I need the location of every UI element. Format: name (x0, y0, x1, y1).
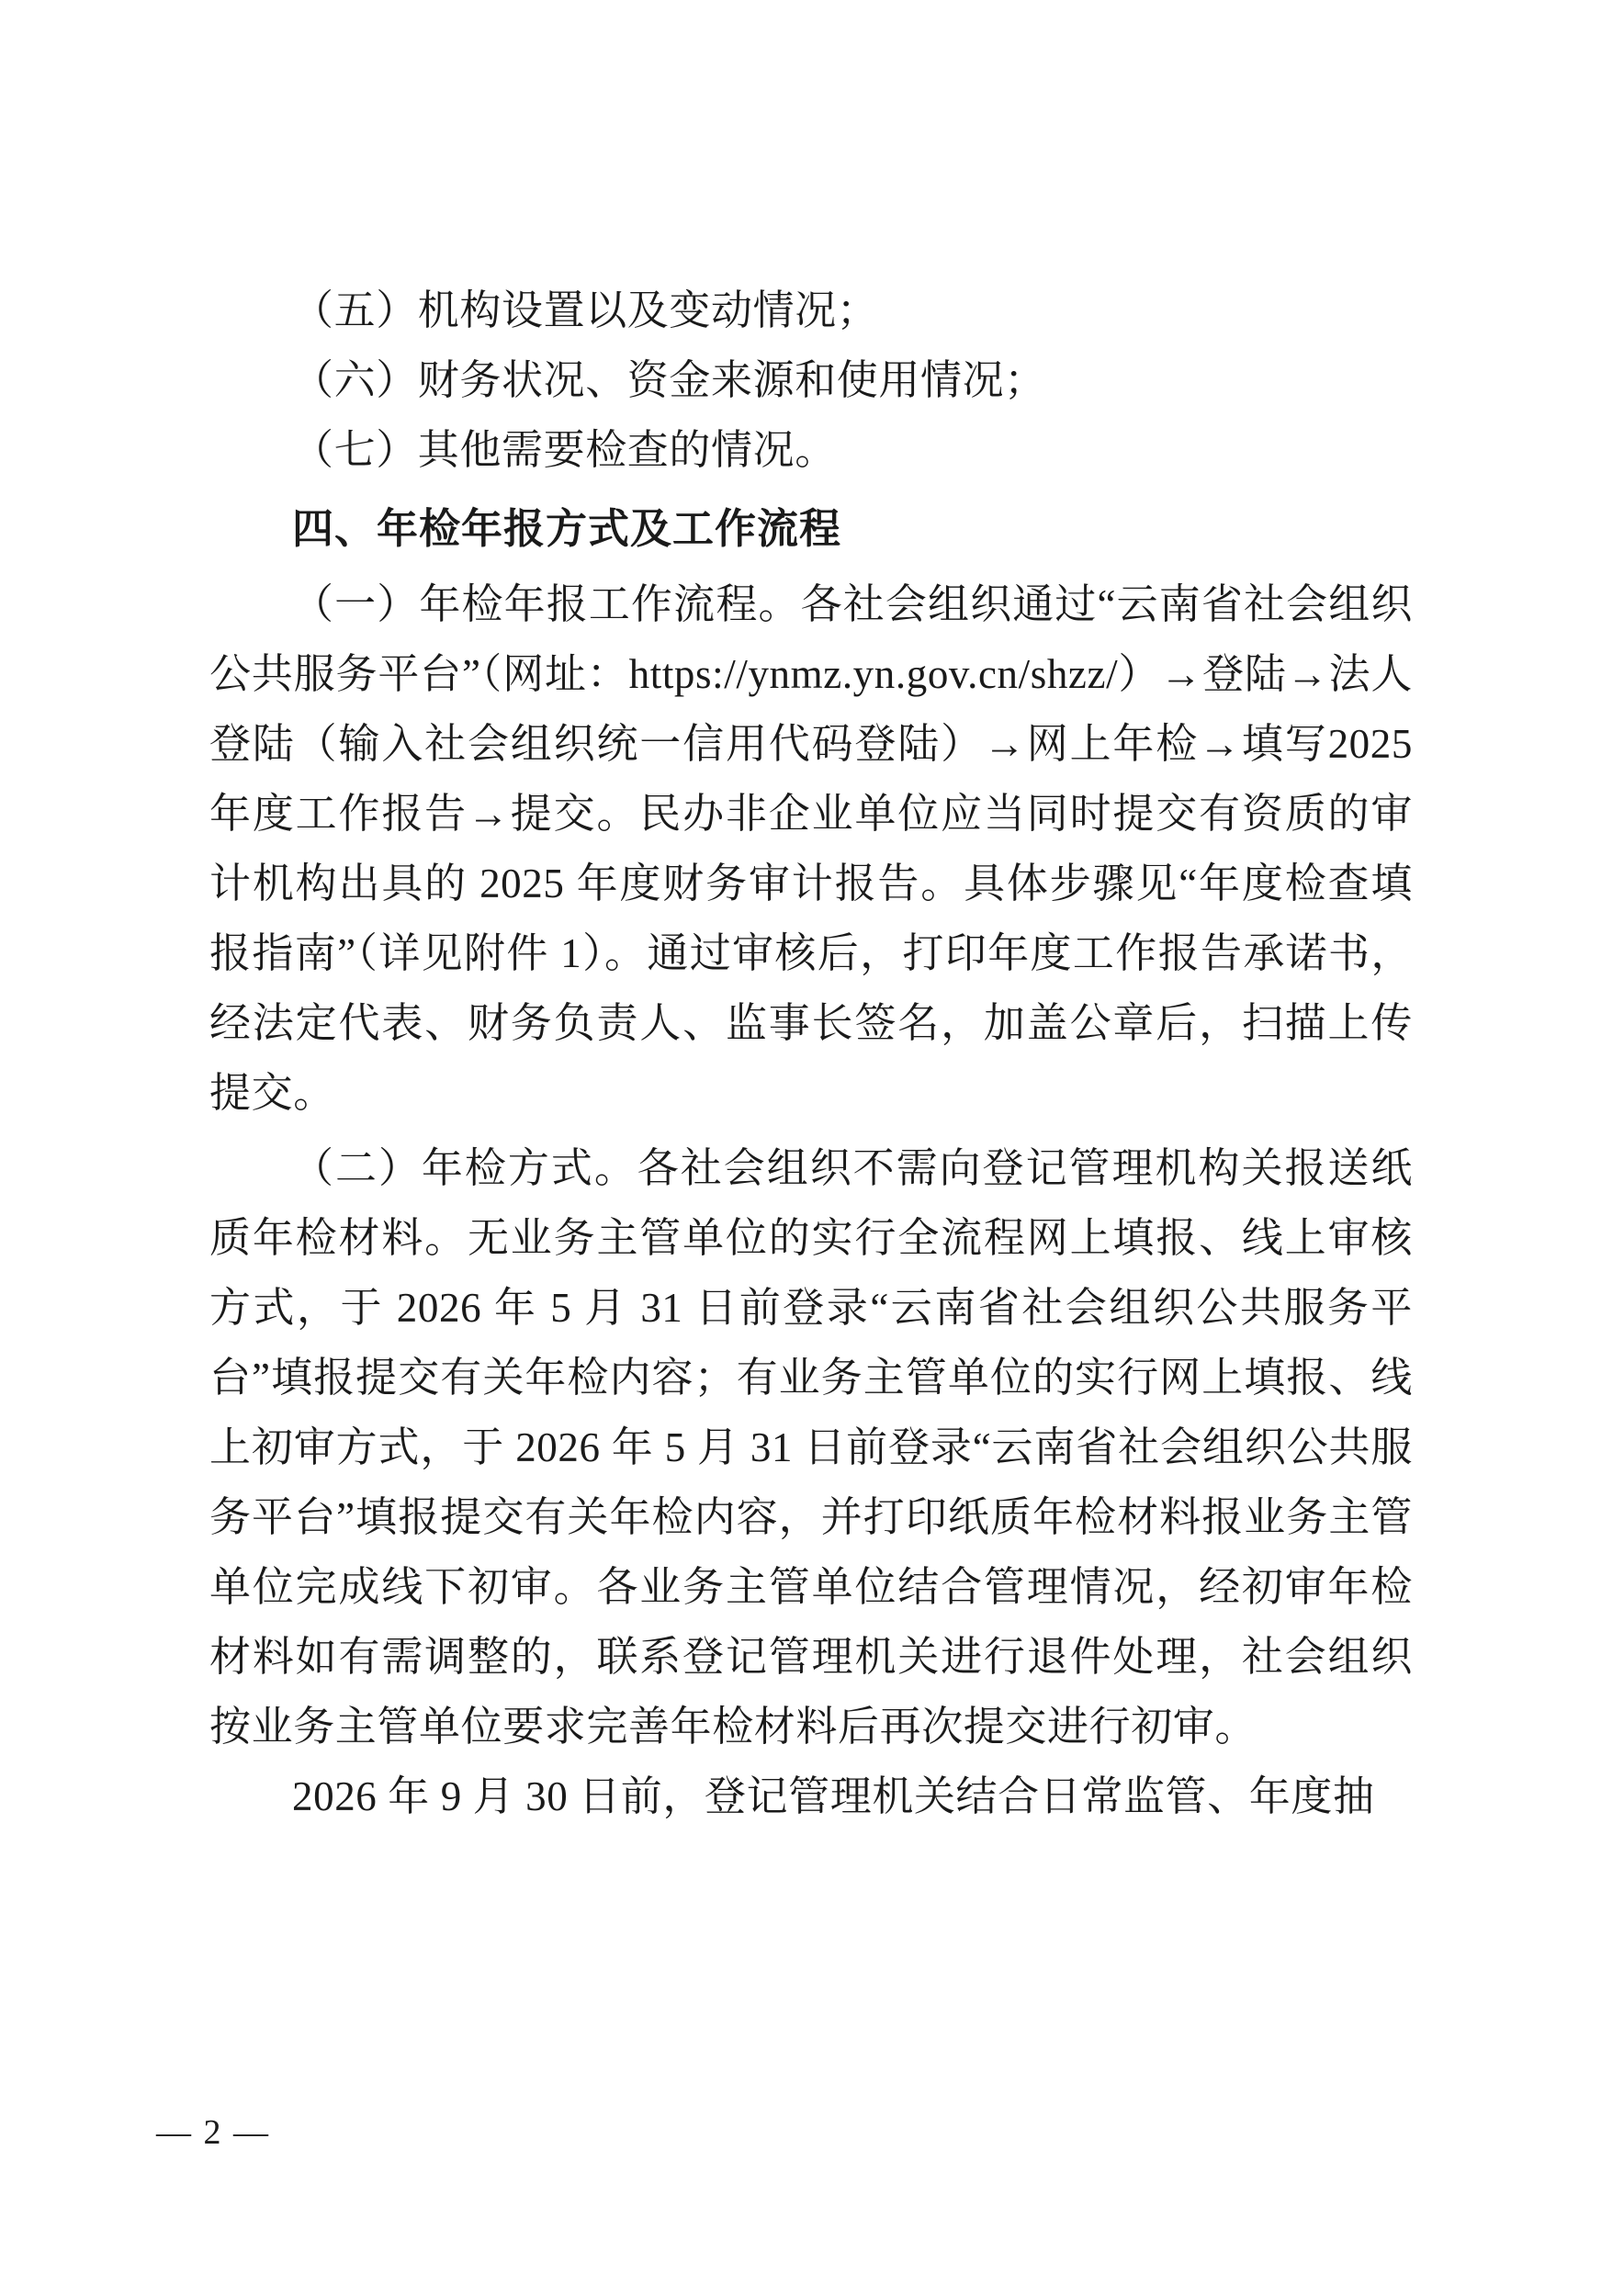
page-number: — 2 — (156, 2113, 270, 2152)
paragraph-inspection-method: （二）年检方式。各社会组织不需向登记管理机构关报送纸质年检材料。无业务主管单位的实行全流程网上填报、线上审核方式，于 2026 年 5 月 31 日前登录“云南省社会组织公共服务平台”填报提交有关年检内容；有业务主管单位的实行网上填报、线上初审方式，于 2026 年 5 月 31 日前登录“云南省社会组织公共服务平台”填报提交有关年检内容，并打印纸质年检材料报业务主管单位完成线下初审。各业务主管单位结合管理情况，经初审年检材料如有需调整的，联系登记管理机关进行退件处理，社会组织按业务主管单位要求完善年检材料后再次提交进行初审。 (209, 1145, 1413, 1750)
paragraph-deadline: 2026 年 9 月 30 日前，登记管理机关结合日常监管、年度抽 (292, 1773, 1375, 1819)
paragraph-workflow: （一）年检年报工作流程。各社会组织通过“云南省社会组织公共服务平台”（网址：https://ynmz.yn.gov.cn/shzz/）→登陆→法人登陆（输入社会组织统一信用代码登陆）→网上年检→填写2025 年度工作报告→提交。民办非企业单位应当同时提交有资质的审计机构出具的 2025 年度财务审计报告。具体步骤见“年度检查填报指南”（详见附件 1）。通过审核后，打印年度工作报告承诺书，经法定代表、财务负责人、监事长签名，加盖公章后，扫描上传提交。 (209, 581, 1413, 1116)
page-content (209, 276, 1413, 1831)
section-heading-four: 四、年检年报方式及工作流程 (292, 506, 842, 552)
list-item-6: （六）财务状况、资金来源和使用情况； (292, 357, 1046, 403)
list-item-7: （七）其他需要检查的情况。 (292, 427, 837, 473)
page-footer (0, 2112, 1624, 2153)
list-item-5: （五）机构设置以及变动情况； (292, 287, 879, 333)
